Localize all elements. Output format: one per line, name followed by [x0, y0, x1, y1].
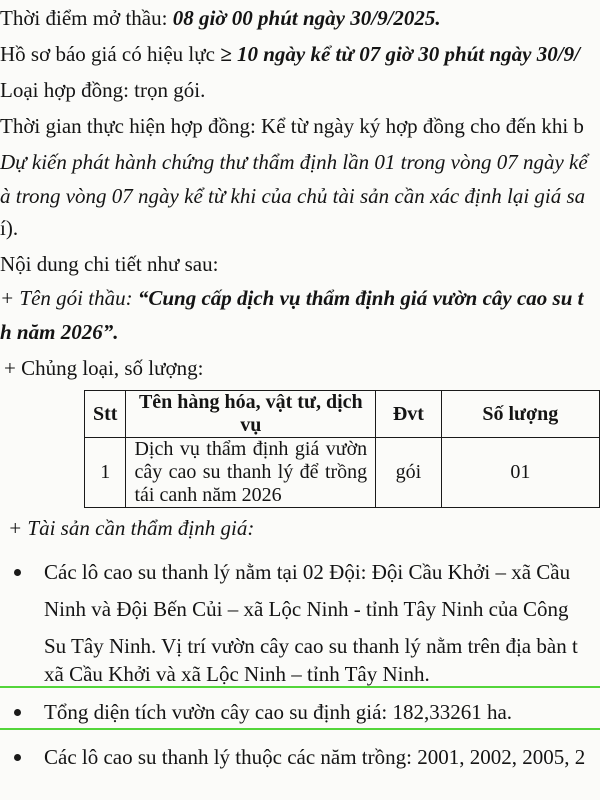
highlight-line-top	[0, 686, 600, 688]
expected-issue-line: Dự kiến phát hành chứng thư thẩm định lần 01 trong vòng 07 ngày kể	[0, 150, 588, 174]
goods-table	[84, 390, 600, 508]
cell-dvt: gói	[376, 438, 441, 508]
bullet-text-line: Các lô cao su thanh lý nằm tại 02 Đội: Đội Cầu Khởi – xã Cầu	[44, 560, 571, 584]
header-quantity: Số lượng	[441, 391, 599, 438]
bullet-text-line: Ninh và Đội Bến Củi – xã Lộc Ninh - tỉnh Tây Ninh của Công	[44, 597, 569, 621]
package-name-label: + Tên gói thầu:	[0, 286, 138, 310]
planting-years-line: Các lô cao su thanh lý thuộc các năm trồng: 2001, 2002, 2005, 2	[44, 745, 586, 769]
opening-time-label: Thời điểm mở thầu:	[0, 6, 173, 30]
bullet-icon	[14, 754, 21, 761]
opening-time-line	[0, 4, 441, 32]
closing-paren-line: í).	[0, 216, 19, 240]
header-name: Tên hàng hóa, vật tư, dịch vụ	[126, 391, 376, 438]
table-header-row	[85, 391, 600, 438]
cell-stt: 1	[85, 438, 126, 508]
opening-time-value: 08 giờ 00 phút ngày 30/9/2025.	[172, 6, 441, 30]
cell-quantity: 01	[441, 438, 599, 508]
bullet-text-line: Su Tây Ninh. Vị trí vườn cây cao su thanh lý nằm trên địa bàn t	[44, 634, 578, 658]
table-row	[85, 438, 600, 508]
total-area-line: Tổng diện tích vườn cây cao su định giá: 182,33261 ha.	[44, 700, 513, 724]
validity-line	[0, 40, 580, 68]
package-name-line	[0, 284, 584, 312]
bullet-icon	[14, 569, 21, 576]
header-dvt: Đvt	[376, 391, 441, 438]
package-name-value: “Cung cấp dịch vụ thẩm định giá vườn cây cao su t	[137, 286, 584, 310]
highlight-line-bottom	[0, 728, 600, 730]
detail-heading: Nội dung chi tiết như sau:	[0, 252, 219, 276]
assets-heading: + Tài sản cần thẩm định giá:	[8, 516, 255, 540]
package-name-continuation: h năm 2026”.	[0, 320, 119, 344]
cell-name: Dịch vụ thẩm định giá vườn cây cao su thanh lý để trồng tái canh năm 2026	[126, 438, 376, 508]
validity-value: ≥ 10 ngày kể từ 07 giờ 30 phút ngày 30/9/	[220, 42, 580, 66]
contract-type-line: Loại hợp đồng: trọn gói.	[0, 78, 206, 102]
revaluation-line: à trong vòng 07 ngày kể từ khi của chủ tài sản cần xác định lại giá sa	[0, 184, 586, 208]
validity-label: Hồ sơ báo giá có hiệu lực	[0, 42, 221, 66]
contract-duration-line: Thời gian thực hiện hợp đồng: Kể từ ngày ký hợp đồng cho đến khi b	[0, 114, 584, 138]
bullet-icon	[14, 709, 21, 716]
bullet-text-line: xã Cầu Khởi và xã Lộc Ninh – tỉnh Tây Ninh.	[44, 662, 430, 686]
category-quantity-heading: + Chủng loại, số lượng:	[4, 356, 204, 380]
header-stt: Stt	[85, 391, 126, 438]
